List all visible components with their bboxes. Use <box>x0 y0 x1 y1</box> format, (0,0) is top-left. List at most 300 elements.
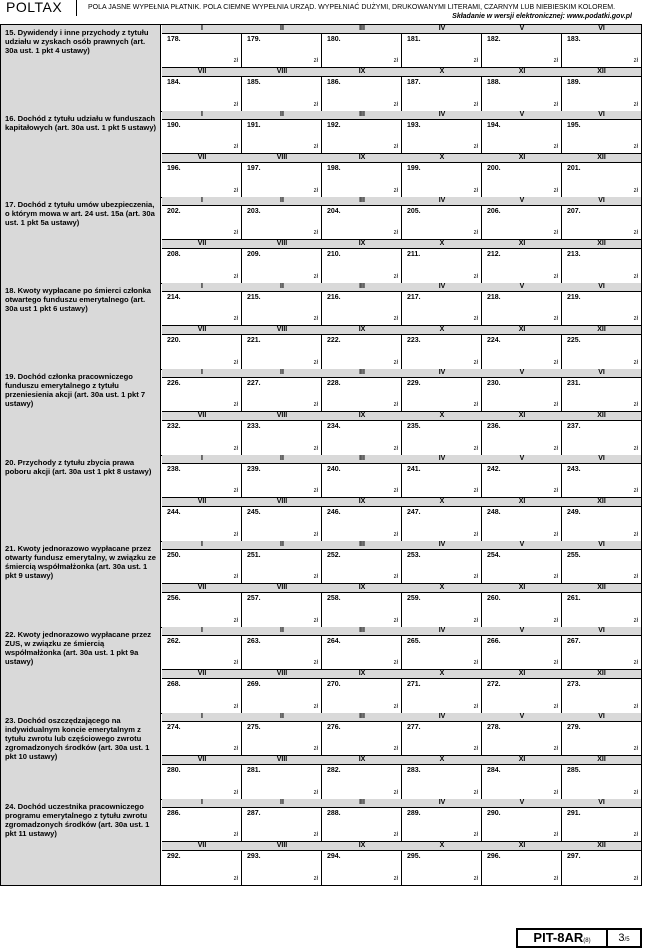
currency-label: zł <box>553 790 558 796</box>
currency-label: zł <box>473 618 478 624</box>
currency-label: zł <box>553 574 558 580</box>
field-number: 225. <box>567 337 581 344</box>
amount-field-row <box>162 120 641 154</box>
currency-label: zł <box>473 316 478 322</box>
amount-field[interactable] <box>562 679 641 713</box>
column-header: VI <box>598 627 605 634</box>
amount-field[interactable] <box>162 421 242 455</box>
field-number: 224. <box>487 337 501 344</box>
amount-field[interactable] <box>482 550 562 583</box>
amount-field[interactable] <box>562 292 641 325</box>
column-header: I <box>201 283 203 290</box>
amount-field[interactable] <box>162 636 242 669</box>
field-number: 266. <box>487 638 501 645</box>
amount-field[interactable] <box>162 808 242 841</box>
amount-field[interactable] <box>242 421 322 455</box>
column-header: VI <box>598 111 605 118</box>
column-header: IV <box>438 541 446 548</box>
currency-label: zł <box>473 790 478 796</box>
amount-field[interactable] <box>242 679 322 713</box>
column-header: IV <box>438 25 446 32</box>
section-label: 18. Kwoty wypłacane po śmierci członka otwartego funduszu emerytalnego (art. 30a ust 1 pkt 6 ustawy) <box>5 286 152 313</box>
field-number: 297. <box>567 853 581 860</box>
amount-field[interactable] <box>402 808 482 841</box>
amount-field[interactable] <box>162 292 242 325</box>
income-section <box>1 713 641 800</box>
amount-grid <box>162 541 641 627</box>
amount-field[interactable] <box>562 421 641 455</box>
field-number: 221. <box>247 337 261 344</box>
column-header: II <box>280 541 284 548</box>
amount-field[interactable] <box>322 722 402 755</box>
amount-field[interactable] <box>482 120 562 153</box>
column-header: VII <box>197 326 207 333</box>
amount-field[interactable] <box>322 507 402 541</box>
amount-field[interactable] <box>322 808 402 841</box>
amount-field-row <box>162 292 641 326</box>
amount-field[interactable] <box>162 507 242 541</box>
amount-field[interactable] <box>562 34 641 67</box>
amount-field[interactable] <box>322 593 402 627</box>
amount-field[interactable] <box>402 851 482 885</box>
column-header: IV <box>438 713 446 720</box>
column-header: X <box>439 154 445 161</box>
amount-field[interactable] <box>162 378 242 411</box>
field-number: 215. <box>247 294 261 301</box>
amount-field[interactable] <box>562 77 641 111</box>
amount-field[interactable] <box>322 206 402 239</box>
amount-field[interactable] <box>482 249 562 283</box>
amount-field[interactable] <box>322 679 402 713</box>
amount-field[interactable] <box>322 636 402 669</box>
amount-field[interactable] <box>242 808 322 841</box>
currency-label: zł <box>473 58 478 64</box>
income-section <box>1 799 641 886</box>
currency-label: zł <box>553 274 558 280</box>
form-variant: (8) <box>583 938 591 944</box>
amount-field[interactable] <box>242 507 322 541</box>
amount-field[interactable] <box>562 206 641 239</box>
amount-field[interactable] <box>242 765 322 799</box>
column-header: III <box>359 197 365 204</box>
currency-label: zł <box>313 188 318 194</box>
amount-field[interactable] <box>162 77 242 111</box>
currency-label: zł <box>633 704 638 710</box>
income-section <box>1 283 641 370</box>
field-number: 230. <box>487 380 501 387</box>
column-header: VIII <box>276 240 288 247</box>
field-number: 260. <box>487 595 501 602</box>
column-header: XII <box>597 154 606 161</box>
amount-field[interactable] <box>562 464 641 497</box>
amount-field[interactable] <box>482 206 562 239</box>
field-number: 250. <box>167 552 181 559</box>
section-label-cell <box>1 283 161 369</box>
field-number: 179. <box>247 36 261 43</box>
amount-field[interactable] <box>242 34 322 67</box>
amount-field[interactable] <box>562 808 641 841</box>
amount-field[interactable] <box>242 378 322 411</box>
section-label-cell <box>1 627 161 713</box>
currency-label: zł <box>633 446 638 452</box>
currency-label: zł <box>473 746 478 752</box>
amount-field[interactable] <box>402 292 482 325</box>
column-header: II <box>280 455 284 462</box>
amount-grid <box>162 713 641 799</box>
column-header: V <box>519 111 525 118</box>
amount-field[interactable] <box>322 550 402 583</box>
currency-label: zł <box>313 102 318 108</box>
amount-field[interactable] <box>242 292 322 325</box>
amount-grid <box>162 799 641 885</box>
column-header-row <box>162 111 641 120</box>
field-number: 279. <box>567 724 581 731</box>
column-header: V <box>519 25 525 32</box>
column-header: XII <box>597 670 606 677</box>
column-header: V <box>519 369 525 376</box>
amount-field[interactable] <box>162 593 242 627</box>
amount-grid <box>162 25 641 111</box>
field-number: 241. <box>407 466 421 473</box>
amount-field[interactable] <box>322 378 402 411</box>
amount-field[interactable] <box>402 765 482 799</box>
currency-label: zł <box>393 446 398 452</box>
amount-field[interactable] <box>162 679 242 713</box>
column-header: I <box>201 25 203 32</box>
column-header: VII <box>197 670 207 677</box>
currency-label: zł <box>553 660 558 666</box>
amount-field-row <box>162 34 641 68</box>
amount-field[interactable] <box>482 808 562 841</box>
field-number: 180. <box>327 36 341 43</box>
column-header: II <box>280 799 284 806</box>
amount-field[interactable] <box>402 163 482 197</box>
column-header-row <box>162 326 641 335</box>
amount-field[interactable] <box>322 335 402 369</box>
column-header: VIII <box>276 498 288 505</box>
amount-field[interactable] <box>162 335 242 369</box>
currency-label: zł <box>633 618 638 624</box>
amount-field[interactable] <box>482 163 562 197</box>
currency-label: zł <box>393 488 398 494</box>
field-number: 262. <box>167 638 181 645</box>
field-number: 186. <box>327 79 341 86</box>
currency-label: zł <box>633 660 638 666</box>
amount-field[interactable] <box>562 636 641 669</box>
amount-field[interactable] <box>162 163 242 197</box>
column-header: VII <box>197 154 207 161</box>
column-header: V <box>519 627 525 634</box>
currency-label: zł <box>233 488 238 494</box>
currency-label: zł <box>633 316 638 322</box>
amount-field[interactable] <box>482 507 562 541</box>
amount-field[interactable] <box>242 851 322 885</box>
amount-field[interactable] <box>562 722 641 755</box>
currency-label: zł <box>393 746 398 752</box>
currency-label: zł <box>313 574 318 580</box>
amount-field[interactable] <box>562 765 641 799</box>
column-header: VIII <box>276 842 288 849</box>
field-number: 195. <box>567 122 581 129</box>
income-section <box>1 111 641 198</box>
column-header: VII <box>197 412 207 419</box>
field-number: 198. <box>327 165 341 172</box>
currency-label: zł <box>553 618 558 624</box>
amount-field[interactable] <box>162 206 242 239</box>
amount-field[interactable] <box>402 550 482 583</box>
amount-field[interactable] <box>242 722 322 755</box>
column-header: IV <box>438 111 446 118</box>
field-number: 259. <box>407 595 421 602</box>
column-header: VIII <box>276 68 288 75</box>
amount-field[interactable] <box>162 464 242 497</box>
amount-field[interactable] <box>322 163 402 197</box>
currency-label: zł <box>633 790 638 796</box>
electronic-filing-note: Składanie w wersji elektronicznej: www.podatki.gov.pl <box>452 13 632 20</box>
column-header: X <box>439 756 445 763</box>
amount-field[interactable] <box>482 636 562 669</box>
column-header: VII <box>197 498 207 505</box>
amount-field[interactable] <box>562 507 641 541</box>
field-number: 190. <box>167 122 181 129</box>
field-number: 267. <box>567 638 581 645</box>
amount-field[interactable] <box>402 335 482 369</box>
form-code <box>518 930 608 946</box>
column-header: VII <box>197 68 207 75</box>
currency-label: zł <box>393 790 398 796</box>
field-number: 211. <box>407 251 421 258</box>
amount-field[interactable] <box>402 378 482 411</box>
currency-label: zł <box>233 660 238 666</box>
field-number: 278. <box>487 724 501 731</box>
currency-label: zł <box>313 876 318 882</box>
field-number: 237. <box>567 423 581 430</box>
amount-field[interactable] <box>482 77 562 111</box>
currency-label: zł <box>233 316 238 322</box>
brand-logo: POLTAX <box>6 0 63 15</box>
column-header: VI <box>598 455 605 462</box>
field-number: 228. <box>327 380 341 387</box>
amount-field[interactable] <box>162 249 242 283</box>
column-header: VI <box>598 197 605 204</box>
column-header: I <box>201 369 203 376</box>
currency-label: zł <box>313 660 318 666</box>
amount-field[interactable] <box>242 550 322 583</box>
column-header: V <box>519 713 525 720</box>
field-number: 270. <box>327 681 341 688</box>
column-header: XI <box>518 584 526 591</box>
amount-field[interactable] <box>322 34 402 67</box>
amount-field[interactable] <box>322 120 402 153</box>
column-header: X <box>439 326 445 333</box>
field-number: 284. <box>487 767 501 774</box>
amount-field[interactable] <box>402 636 482 669</box>
amount-field[interactable] <box>482 722 562 755</box>
amount-field[interactable] <box>482 378 562 411</box>
field-number: 249. <box>567 509 581 516</box>
currency-label: zł <box>233 832 238 838</box>
amount-field[interactable] <box>242 77 322 111</box>
currency-label: zł <box>233 704 238 710</box>
column-header-row <box>162 713 641 722</box>
amount-field[interactable] <box>402 722 482 755</box>
column-header: V <box>519 455 525 462</box>
column-header: I <box>201 111 203 118</box>
amount-field[interactable] <box>322 292 402 325</box>
column-header: III <box>359 455 365 462</box>
currency-label: zł <box>473 230 478 236</box>
section-label-cell <box>1 713 161 799</box>
amount-field[interactable] <box>482 335 562 369</box>
amount-field[interactable] <box>322 765 402 799</box>
amount-field[interactable] <box>402 34 482 67</box>
amount-field[interactable] <box>482 292 562 325</box>
column-header: IV <box>438 369 446 376</box>
field-number: 273. <box>567 681 581 688</box>
field-number: 269. <box>247 681 261 688</box>
column-header: XII <box>597 584 606 591</box>
currency-label: zł <box>313 58 318 64</box>
amount-field[interactable] <box>482 34 562 67</box>
column-header: VI <box>598 713 605 720</box>
field-number: 185. <box>247 79 261 86</box>
amount-field[interactable] <box>162 851 242 885</box>
amount-field[interactable] <box>322 421 402 455</box>
amount-field[interactable] <box>482 765 562 799</box>
amount-field[interactable] <box>562 593 641 627</box>
column-header: III <box>359 369 365 376</box>
amount-field[interactable] <box>402 507 482 541</box>
column-header: I <box>201 197 203 204</box>
amount-field[interactable] <box>562 851 641 885</box>
amount-field[interactable] <box>322 464 402 497</box>
column-header: XI <box>518 154 526 161</box>
income-section <box>1 541 641 628</box>
brand-divider <box>76 0 77 16</box>
amount-field-row <box>162 679 641 713</box>
amount-field[interactable] <box>242 249 322 283</box>
field-number: 194. <box>487 122 501 129</box>
amount-grid <box>162 111 641 197</box>
amount-field[interactable] <box>162 765 242 799</box>
currency-label: zł <box>313 704 318 710</box>
field-number: 202. <box>167 208 181 215</box>
field-number: 181. <box>407 36 421 43</box>
field-number: 210. <box>327 251 341 258</box>
column-header: IX <box>358 670 366 677</box>
amount-field[interactable] <box>482 851 562 885</box>
column-header: V <box>519 283 525 290</box>
amount-field[interactable] <box>322 249 402 283</box>
amount-grid <box>162 369 641 455</box>
column-header: VI <box>598 369 605 376</box>
field-number: 233. <box>247 423 261 430</box>
amount-field[interactable] <box>402 464 482 497</box>
amount-field[interactable] <box>562 163 641 197</box>
amount-field[interactable] <box>402 421 482 455</box>
amount-field[interactable] <box>482 464 562 497</box>
column-header: XI <box>518 756 526 763</box>
field-number: 258. <box>327 595 341 602</box>
field-number: 296. <box>487 853 501 860</box>
amount-field[interactable] <box>402 77 482 111</box>
amount-field[interactable] <box>322 851 402 885</box>
amount-field[interactable] <box>562 249 641 283</box>
amount-field[interactable] <box>242 163 322 197</box>
column-header: VIII <box>276 326 288 333</box>
amount-field[interactable] <box>482 679 562 713</box>
field-number: 205. <box>407 208 421 215</box>
currency-label: zł <box>473 574 478 580</box>
amount-field[interactable] <box>402 593 482 627</box>
column-header: XI <box>518 670 526 677</box>
amount-field[interactable] <box>242 464 322 497</box>
field-number: 272. <box>487 681 501 688</box>
field-number: 246. <box>327 509 341 516</box>
section-label: 23. Dochód oszczędzającego na indywidualnym koncie emerytalnym z tytułu zwrotu lub częściowego zwrotu zgromadzonych środków (art. 30a ust. 1 pkt 10 ustawy) <box>5 716 150 761</box>
column-header-row <box>162 498 641 507</box>
amount-field[interactable] <box>562 120 641 153</box>
currency-label: zł <box>553 360 558 366</box>
currency-label: zł <box>313 230 318 236</box>
amount-field[interactable] <box>562 550 641 583</box>
amount-field[interactable] <box>162 120 242 153</box>
column-header: V <box>519 541 525 548</box>
column-header-row <box>162 455 641 464</box>
amount-field[interactable] <box>242 120 322 153</box>
amount-field[interactable] <box>402 249 482 283</box>
amount-field[interactable] <box>482 593 562 627</box>
amount-field[interactable] <box>242 335 322 369</box>
column-header: III <box>359 541 365 548</box>
amount-field[interactable] <box>402 679 482 713</box>
amount-field[interactable] <box>562 378 641 411</box>
currency-label: zł <box>313 746 318 752</box>
field-number: 200. <box>487 165 501 172</box>
amount-field-row <box>162 378 641 412</box>
section-label: 21. Kwoty jednorazowo wypłacane przez otwarty fundusz emerytalny, w związku ze śmiercią współmałżonka (art. 30a ust. 1 pkt 9 ustawy) <box>5 544 156 580</box>
column-header: XI <box>518 498 526 505</box>
amount-field[interactable] <box>162 722 242 755</box>
amount-field[interactable] <box>482 421 562 455</box>
amount-field[interactable] <box>402 206 482 239</box>
column-header: III <box>359 25 365 32</box>
amount-field[interactable] <box>242 593 322 627</box>
amount-field[interactable] <box>162 550 242 583</box>
currency-label: zł <box>553 876 558 882</box>
field-number: 216. <box>327 294 341 301</box>
amount-field[interactable] <box>562 335 641 369</box>
column-header-row <box>162 627 641 636</box>
field-number: 275. <box>247 724 261 731</box>
field-number: 252. <box>327 552 341 559</box>
amount-field[interactable] <box>242 636 322 669</box>
currency-label: zł <box>313 316 318 322</box>
amount-field[interactable] <box>402 120 482 153</box>
amount-field[interactable] <box>242 206 322 239</box>
field-number: 248. <box>487 509 501 516</box>
amount-field[interactable] <box>322 77 402 111</box>
column-header-row <box>162 68 641 77</box>
amount-field[interactable] <box>162 34 242 67</box>
section-label-cell <box>1 455 161 541</box>
field-number: 274. <box>167 724 181 731</box>
currency-label: zł <box>233 790 238 796</box>
column-header: XII <box>597 412 606 419</box>
column-header: X <box>439 670 445 677</box>
column-header: IV <box>438 197 446 204</box>
currency-label: zł <box>393 876 398 882</box>
